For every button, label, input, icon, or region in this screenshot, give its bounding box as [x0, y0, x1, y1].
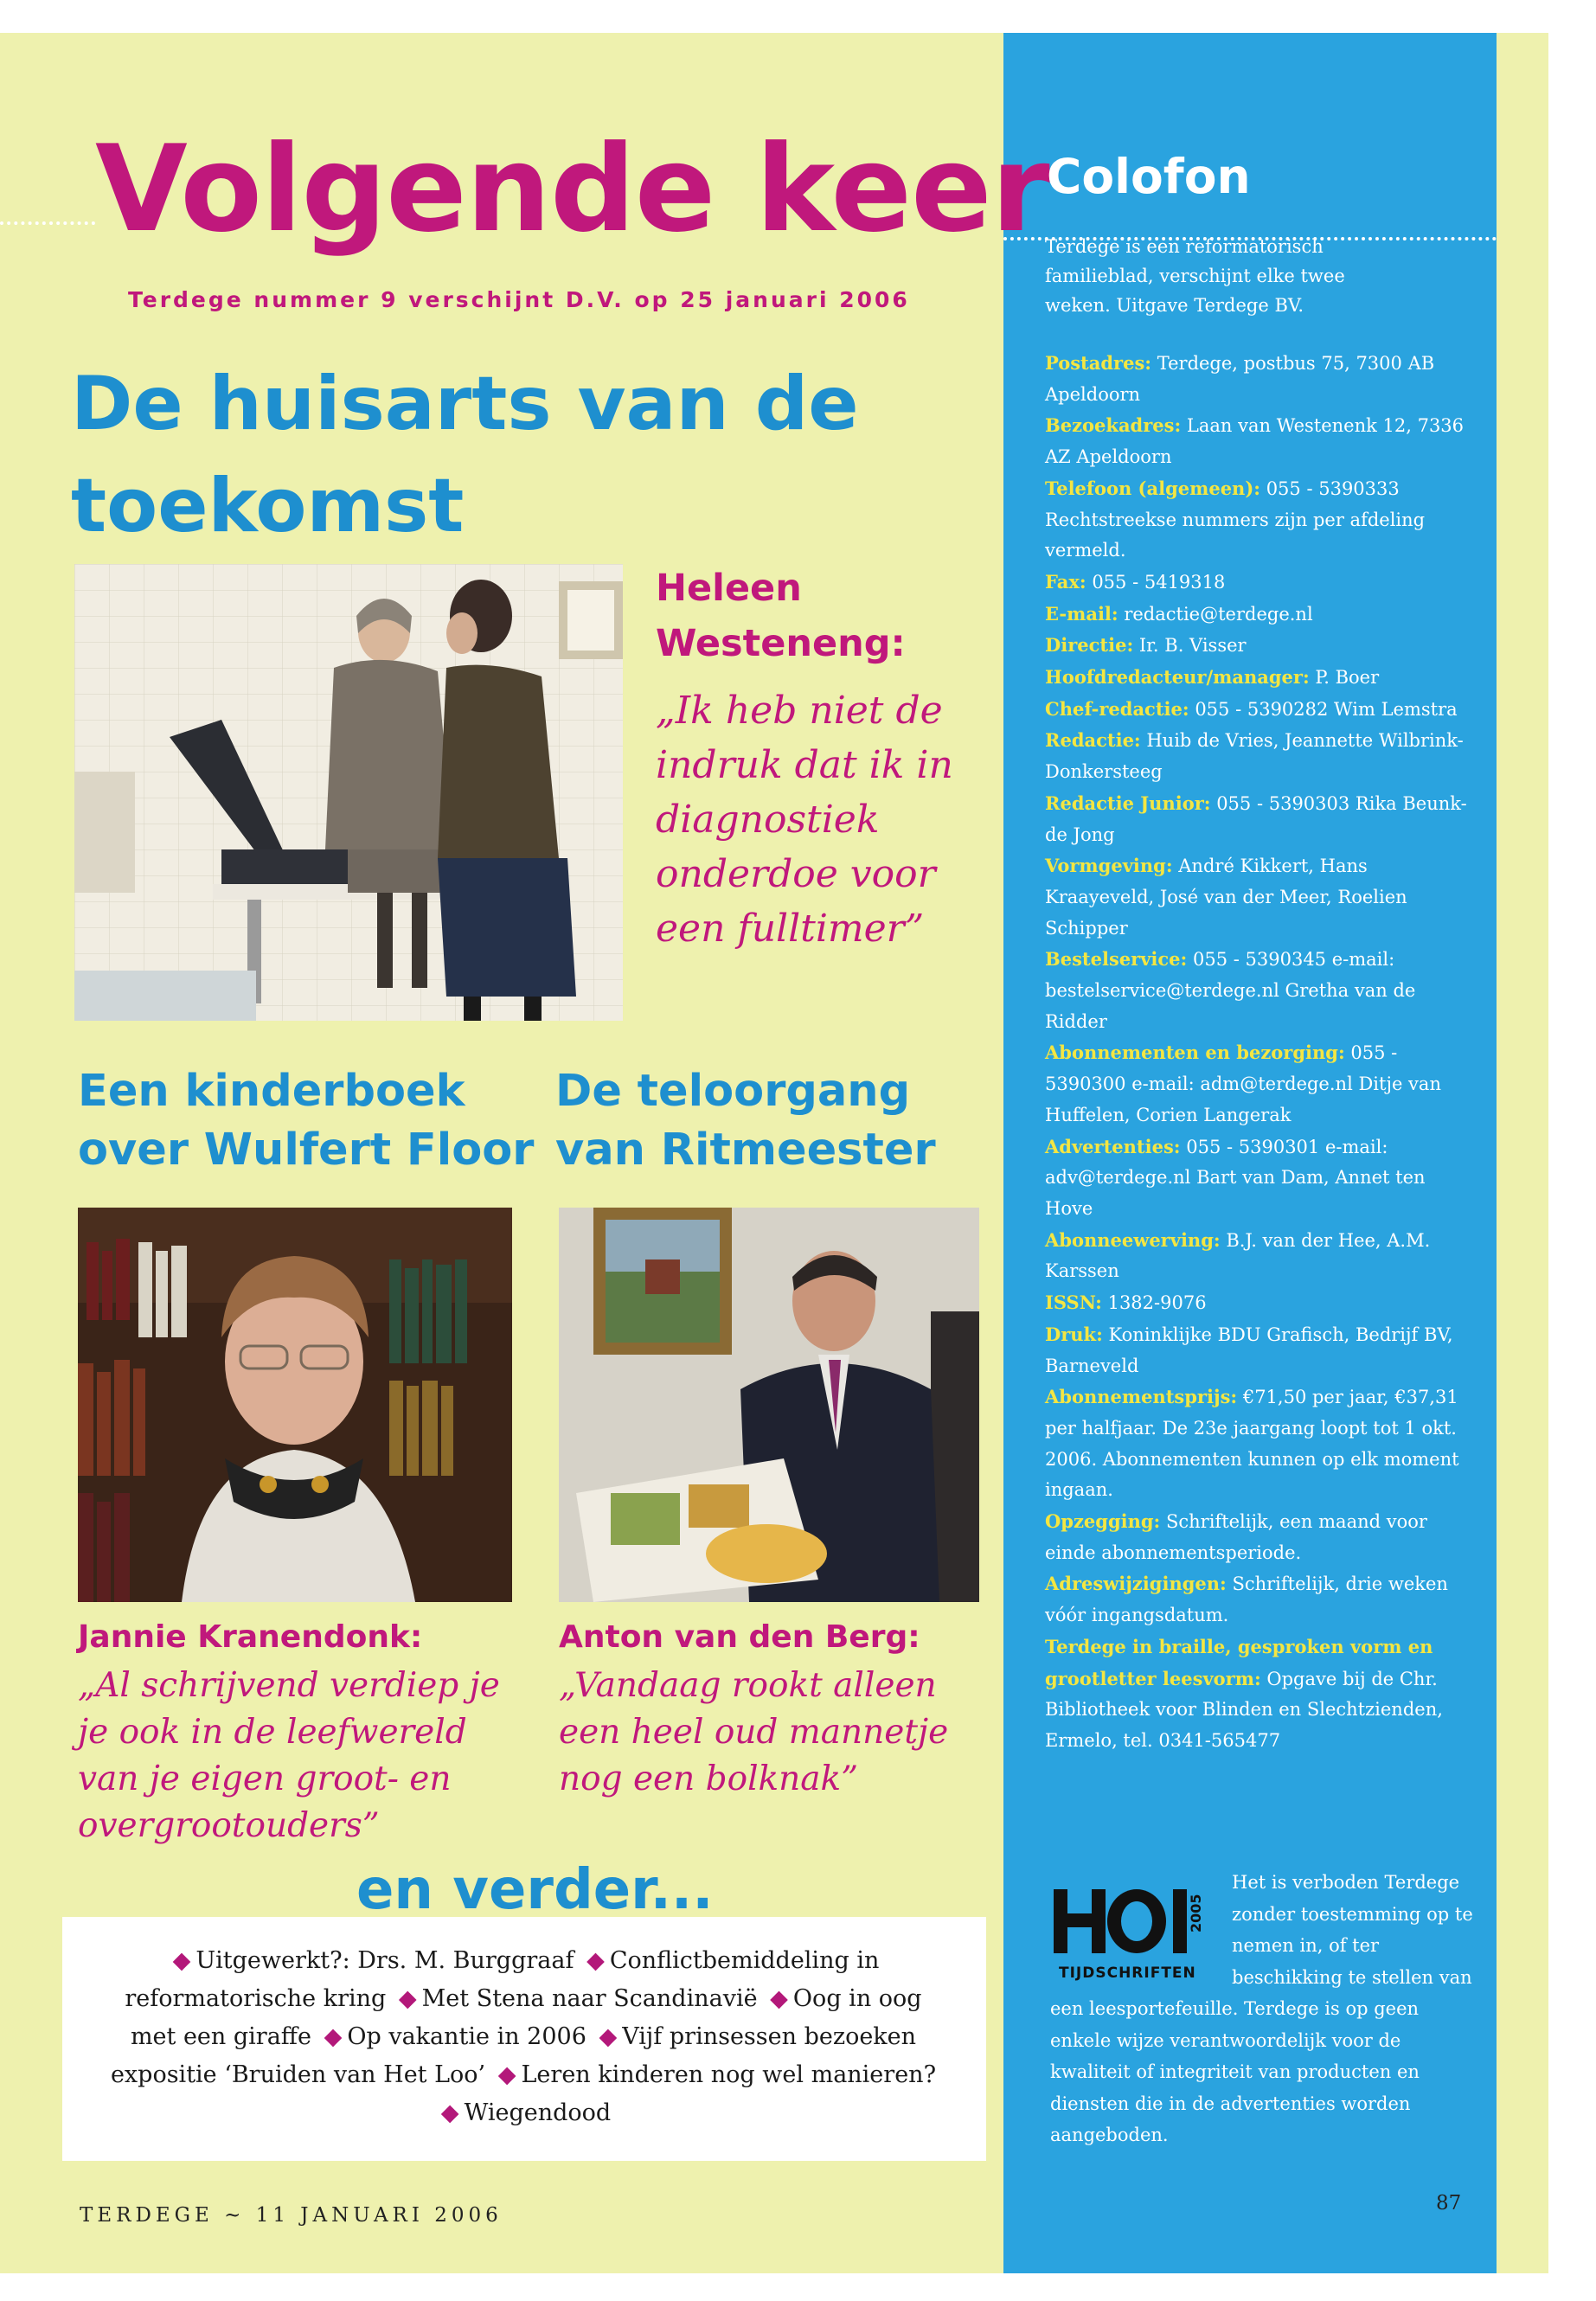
colofon-entry: [1045, 1042, 1441, 1125]
colofon-entry-label: Advertenties:: [1045, 1135, 1181, 1157]
colofon-entry-label: Fax:: [1045, 570, 1086, 593]
colofon-entry: [1045, 1230, 1430, 1282]
story-right-title: De teloorgang van Ritmeester: [555, 1066, 936, 1176]
diamond-bullet-icon: ◆: [172, 1947, 191, 1974]
colofon-entry-text: 055 - 5390345 e-mail: bestelservice@terdege.nl Gretha van de Ridder: [1045, 949, 1416, 1032]
colofon-entry-text: Koninklijke BDU Grafisch, Bedrijf BV, Barneveld: [1045, 1324, 1453, 1376]
colofon-entry-text: €71,50 per jaar, €37,31 per halfjaar. De 23e jaargang loopt tot 1 okt. 2006. Abonnementen kunnen op elk moment ingaan.: [1045, 1387, 1459, 1501]
lead-quote: „Ik heb niet de indruk dat ik in diagnostiek onderdoe voor een fulltimer”: [656, 689, 953, 951]
colofon-intro: Terdege is een reformatorisch familieblad, verschijnt elke twee weken. Uitgave Terdege BV.: [1045, 236, 1345, 316]
story-left-title: Een kinderboek over Wulfert Floor: [78, 1066, 535, 1176]
colofon-entry-text: Huib de Vries, Jeannette Wilbrink-Donkersteeg: [1045, 730, 1464, 783]
colofon-entry-text: Schriftelijk, een maand voor einde abonnementsperiode.: [1045, 1511, 1427, 1563]
footer-publication-date: TERDEGE ~ 11 JANUARI 2006: [80, 2204, 503, 2227]
further-item: Oog in oog met een giraffe: [130, 1985, 922, 2050]
colofon-entry-label: Abonnementen en bezorging:: [1045, 1042, 1345, 1064]
lead-headline: De huisarts van de toekomst: [71, 361, 859, 549]
colofon-entry-label: Hoofdredacteur/manager:: [1045, 666, 1310, 689]
colofon-entry: [1045, 730, 1464, 782]
colofon-entry-label: Abonneewerving:: [1045, 1228, 1221, 1251]
colofon-entry-label: Bestelservice:: [1045, 948, 1188, 971]
colofon-entry: [1045, 667, 1379, 688]
colofon-entry-text: 055 - 5390300 e-mail: adm@terdege.nl Ditje van Huffelen, Corien Langerak: [1045, 1042, 1441, 1125]
further-item: Uitgewerkt?: Drs. M. Burggraaf: [195, 1947, 574, 1974]
further-item: Conflictbemiddeling in reformatorische kring: [125, 1947, 880, 2012]
colofon-entry: [1045, 1637, 1443, 1751]
colofon-entry-text: Ir. B. Visser: [1133, 635, 1247, 657]
disclaimer-text: Het is verboden Terdege zonder toestemming op te nemen in, of ter beschikking te stellen van een leesportefeuille. Terdege is op geen enkele wijze verantwoordelijk voor de kwaliteit of integriteit van producten en diensten die in de advertenties worden aangeboden.: [1050, 1872, 1473, 2145]
further-item: Op vakantie in 2006: [347, 2023, 586, 2050]
story-right-person: Anton van den Berg:: [559, 1619, 920, 1655]
lead-person-surname: Westeneng:: [656, 622, 906, 665]
story-left-quote: „Al schrijvend verdiep je je ook in de leefwereld van je eigen groot- en overgrootouders”: [78, 1666, 500, 1845]
colofon-entry: [1045, 949, 1415, 1031]
colofon-title: Colofon: [1047, 149, 1251, 204]
colofon-entry-text: 055 - 5390282 Wim Lemstra: [1189, 698, 1458, 720]
colofon-entry: [1045, 604, 1313, 625]
dotted-rule-left: [0, 221, 95, 225]
diamond-bullet-icon: ◆: [599, 2023, 618, 2050]
colofon-entry: [1045, 635, 1247, 656]
colofon-entry: [1045, 1292, 1207, 1313]
colofon-entry-text: B.J. van der Hee, A.M. Karssen: [1045, 1229, 1431, 1282]
colofon-entry: [1045, 478, 1425, 561]
colofon-entry: [1045, 1387, 1459, 1500]
further-item: Wiegendood: [464, 2099, 612, 2126]
colofon-entry-label: Druk:: [1045, 1323, 1103, 1345]
colofon-entries: [1045, 348, 1477, 1757]
colofon-entry-text: 055 - 5390303 Rika Beunk-de Jong: [1045, 792, 1467, 845]
diamond-bullet-icon: ◆: [497, 2061, 516, 2088]
colofon-entry-text: 055 - 5390333 Rechtstreekse nummers zijn per afdeling vermeld.: [1045, 478, 1426, 561]
colofon-entry-text: 055 - 5419318: [1086, 571, 1226, 593]
colofon-entry-label: Vormgeving:: [1045, 855, 1173, 877]
colofon-entry-text: 055 - 5390301 e-mail: adv@terdege.nl Bart van Dam, Annet ten Hove: [1045, 1136, 1426, 1219]
diamond-bullet-icon: ◆: [770, 1985, 788, 2012]
colofon-entry-label: Postadres:: [1045, 352, 1152, 374]
colofon-entry: [1045, 1324, 1453, 1376]
colofon-entry: [1045, 856, 1407, 938]
colofon-entry: [1045, 1511, 1427, 1563]
lead-person-name: [656, 561, 906, 671]
colofon-entry: [1045, 353, 1434, 405]
colofon-entry-text: Opgave bij de Chr. Bibliotheek voor Blinden en Slechtzienden, Ermelo, tel. 0341-565477: [1045, 1668, 1443, 1751]
further-item: Leren kinderen nog wel manieren?: [521, 2061, 937, 2088]
colofon-entry: [1045, 699, 1458, 720]
colofon-entry: [1045, 1574, 1448, 1625]
doctor-exam-photo: [74, 564, 623, 1021]
collector-photo: [559, 1208, 979, 1602]
colofon-entry-label: Chef-redactie:: [1045, 697, 1189, 720]
further-item: Vijf prinsessen bezoeken expositie ‘Bruiden van Het Loo’: [110, 2023, 917, 2088]
further-heading: en verder...: [356, 1858, 714, 1922]
colofon-entry-label: E-mail:: [1045, 602, 1118, 625]
lead-person-firstname: Heleen: [656, 567, 802, 610]
colofon-entry-label: Directie:: [1045, 634, 1134, 657]
colofon-entry-label: Abonnementsprijs:: [1045, 1386, 1238, 1408]
page-number: 87: [1436, 2192, 1462, 2214]
logo-year: 2005: [1188, 1894, 1204, 1932]
colofon-entry: [1045, 1137, 1426, 1219]
colofon-entry-text: Schriftelijk, drie weken vóór ingangsdatum.: [1045, 1574, 1448, 1626]
issue-announcement: Terdege nummer 9 verschijnt D.V. op 25 januari 2006: [128, 287, 910, 312]
colofon-entry-label: Redactie Junior:: [1045, 792, 1211, 814]
colofon-entry: [1045, 572, 1225, 593]
colofon-entry-text: Laan van Westenenk 12, 7336 AZ Apeldoorn: [1045, 415, 1465, 468]
diamond-bullet-icon: ◆: [324, 2023, 343, 2050]
colofon-entry-text: P. Boer: [1309, 667, 1380, 689]
page-title: Volgende keer: [95, 119, 1049, 259]
colofon-entry-label: Redactie:: [1045, 729, 1141, 752]
further-list: [104, 1942, 943, 2132]
colofon-entry-label: Bezoekadres:: [1045, 414, 1182, 437]
colofon-entry-label: ISSN:: [1045, 1292, 1102, 1314]
logo-caption: TIJDSCHRIFTEN: [1059, 1965, 1196, 1982]
colofon-entry: [1045, 415, 1464, 467]
colofon-entry-text: André Kikkert, Hans Kraayeveld, José van der Meer, Roelien Schipper: [1045, 856, 1407, 939]
colofon-entry-text: Terdege, postbus 75, 7300 AB Apeldoorn: [1045, 353, 1435, 405]
colofon-entry-text: redactie@terdege.nl: [1118, 603, 1313, 625]
colofon-entry-label: Adreswijzigingen:: [1045, 1573, 1227, 1595]
colofon-entry-label: Opzegging:: [1045, 1510, 1161, 1533]
diamond-bullet-icon: ◆: [440, 2099, 459, 2126]
colofon-entry-label: Telefoon (algemeen):: [1045, 477, 1261, 499]
story-right-quote: „Vandaag rookt alleen een heel oud mannetje nog een bolknak”: [559, 1666, 949, 1798]
colofon-entry: [1045, 793, 1467, 845]
diamond-bullet-icon: ◆: [398, 1985, 417, 2012]
colofon-entry-text: 1382-9076: [1101, 1292, 1207, 1314]
further-item: Met Stena naar Scandinavië: [421, 1985, 758, 2012]
story-left-person: Jannie Kranendonk:: [78, 1619, 423, 1655]
author-portrait-photo: [78, 1208, 512, 1602]
diamond-bullet-icon: ◆: [586, 1947, 605, 1974]
hoi-tijdschriften-logo: [1054, 1882, 1208, 1984]
colofon-entry-label: Terdege in braille, gesproken vorm en grootletter leesvorm:: [1045, 1635, 1433, 1689]
